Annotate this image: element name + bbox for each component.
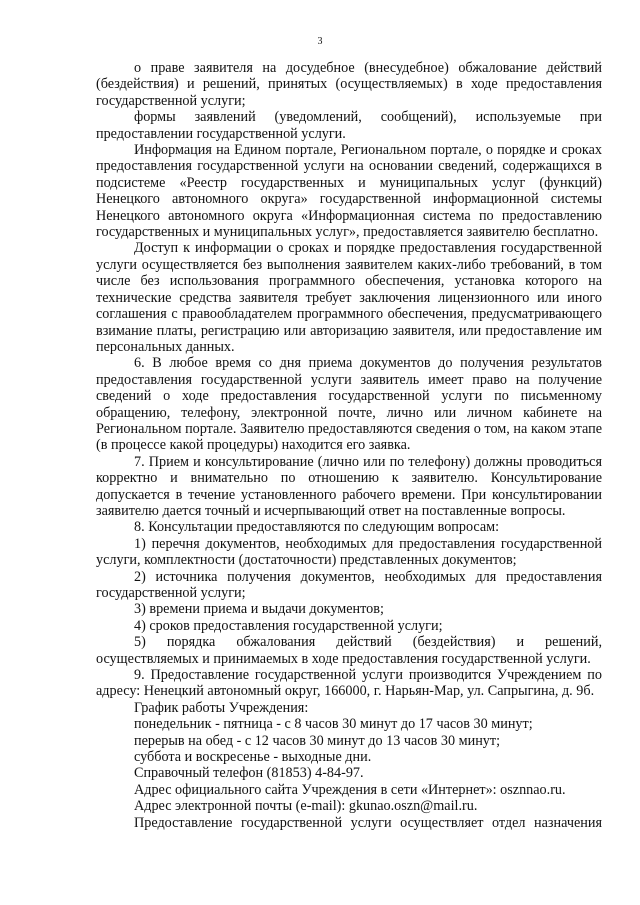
list-item: 2) источника получения документов, необходимых для предоставления государственной услуги; <box>96 568 602 601</box>
list-item: 1) перечня документов, необходимых для предоставления государственной услуги, комплектности (достаточности) представленных документов; <box>96 535 602 569</box>
schedule-line: перерыв на обед - с 12 часов 30 минут до 13 часов 30 минут; <box>134 732 501 749</box>
paragraph: 9. Предоставление государственной услуги производится Учреждением по адресу: Ненецкий автономный округ, 166000, г. Нарьян-Мар, ул. Сапрыгина, д. 9б. <box>96 667 602 700</box>
paragraph: Доступ к информации о сроках и порядке предоставления государственной услуги осуществляется без выполнения заявителем каких-либо требований, в том числе без использования программного обеспечения, установка которого на технические средства заявителя требует заключения лицензионного или иного соглашения с правообладателем программного обеспечения, предусматривающего взимание платы, регистрацию или авторизацию заявителя, или предоставление им персональных данных. <box>96 240 602 355</box>
list-item: 4) сроков предоставления государственной услуги; <box>134 617 443 634</box>
email-line: Адрес электронной почты (e-mail): gkunao.oszn@mail.ru. <box>134 798 478 815</box>
schedule-heading: График работы Учреждения: <box>134 699 309 716</box>
list-item: 3) времени приема и выдачи документов; <box>134 601 384 618</box>
schedule-line: понедельник - пятница - с 8 часов 30 минут до 17 часов 30 минут; <box>134 716 533 733</box>
paragraph: 8. Консультации предоставляются по следующим вопросам: <box>134 519 500 536</box>
paragraph: Информация на Едином портале, Региональном портале, о порядке и сроках предоставления государственной услуги на основании сведений, содержащихся в подсистеме «Реестр государственных и муниципальных услуг (функций) Ненецкого автономного округа» государственной информационной системы Ненецкого автономного округа «Информационная система по предоставлению государственных и муниципальных услуг», предоставляется заявителю бесплатно. <box>96 142 602 241</box>
paragraph: 6. В любое время со дня приема документов до получения результатов предоставления государственной услуги заявитель имеет право на получение сведений о ходе предоставления государственной услуги по письменному обращению, телефону, электронной почте, лично или личном кабинете на Региональном портале. Заявителю предоставляются сведения о том, на каком этапе (в процессе какой процедуры) находится его заявка. <box>96 355 602 454</box>
schedule-line: суббота и воскресенье - выходные дни. <box>134 749 372 766</box>
phone-line: Справочный телефон (81853) 4-84-97. <box>134 765 364 782</box>
paragraph: Предоставление государственной услуги осуществляет отдел назначения <box>134 814 602 831</box>
paragraph: 7. Прием и консультирование (лично или по телефону) должны проводиться корректно и внимательно по отношению к заявителю. Консультирование допускается в течение установленного рабочего времени. При консультировании заявителю дается точный и исчерпывающий ответ на поставленные вопросы. <box>96 453 602 519</box>
page-number: 3 <box>317 36 323 47</box>
document-body <box>96 60 602 831</box>
website-line: Адрес официального сайта Учреждения в сети «Интернет»: osznnao.ru. <box>134 781 566 798</box>
list-item: 5) порядка обжалования действий (бездействия) и решений, осуществляемых и принимаемых в ходе предоставления государственной услуги. <box>96 634 602 667</box>
paragraph: формы заявлений (уведомлений, сообщений), используемые при предоставлении государственной услуги. <box>96 109 602 142</box>
paragraph: о праве заявителя на досудебное (внесудебное) обжалование действий (бездействия) и решений, принятых (осуществляемых) в ходе предоставления государственной услуги; <box>96 60 602 109</box>
